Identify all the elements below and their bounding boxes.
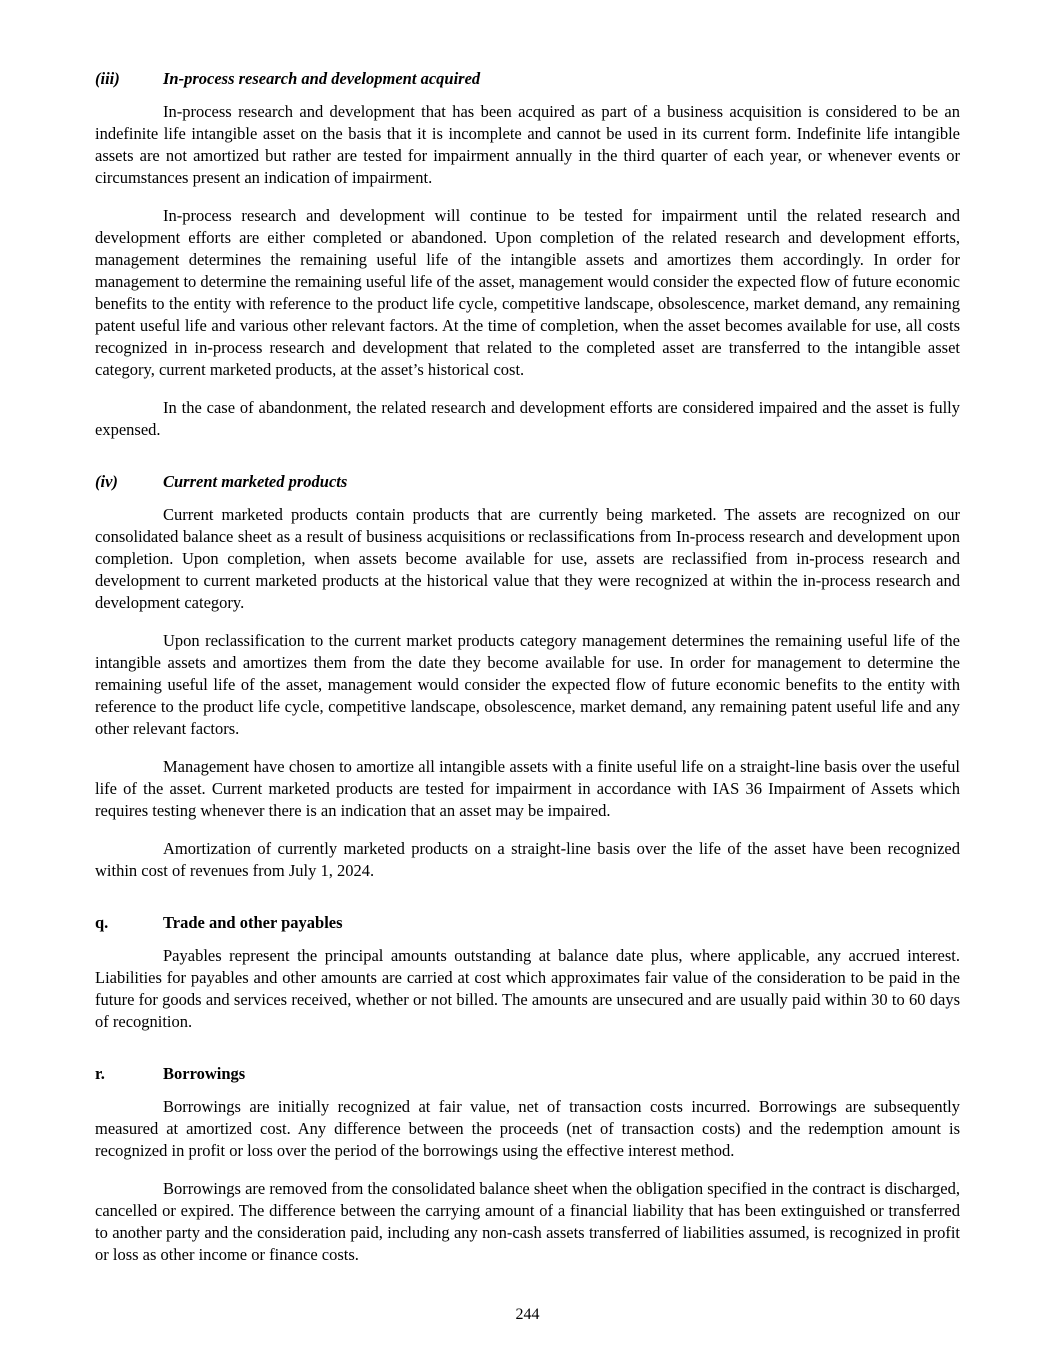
paragraph: In-process research and development will continue to be tested for impairment until the related research and development efforts are either completed or abandoned. Upon completion of the related research and development efforts, management determines the remaining useful life of the intangible assets and amortizes them accordingly. In order for management to determine the remaining useful life of the asset, management would consider the expected flow of future economic benefits to the entity with reference to the product life cycle, competitive landscape, obsolescence, market demand, any remaining patent useful life and various other relevant factors. At the time of completion, when the asset becomes available for use, all costs recognized in in-process research and development that related to the completed asset are transferred to the intangible asset category, current marketed products, at the asset’s historical cost. [95,206,960,379]
section-iii-in-process-rd-acquired [95,68,960,441]
paragraph: Management have chosen to amortize all intangible assets with a finite useful life on a straight-line basis over the useful life of the asset. Current marketed products are tested for impairment in accordance with IAS 36 Impairment of Assets which requires testing whenever there is an indication that an asset may be impaired. [95,757,960,820]
section-title: Borrowings [163,1064,246,1083]
section-heading [95,68,960,90]
section-heading [95,912,960,934]
paragraph: Current marketed products contain products that are currently being marketed. The assets are recognized on our consolidated balance sheet as a result of business acquisitions or reclassifications from In-process research and development upon completion. Upon completion, when assets become available for use, assets are reclassified from in-process research and development to current marketed products at the historical value that they were recognized at within the in-process research and development category. [95,505,960,612]
section-label: r. [95,1064,105,1083]
paragraph: Amortization of currently marketed products on a straight-line basis over the life of the asset have been recognized within cost of revenues from July 1, 2024. [95,839,960,880]
section-title: Current marketed products [163,472,348,491]
paragraph: In the case of abandonment, the related research and development efforts are considered impaired and the asset is fully expensed. [95,398,960,439]
section-q-trade-and-other-payables [95,912,960,1033]
paragraph: Borrowings are removed from the consolidated balance sheet when the obligation specified in the contract is discharged, cancelled or expired. The difference between the carrying amount of a financial liability that has been extinguished or transferred to another party and the consideration paid, including any non-cash assets transferred of liabilities assumed, is recognized in profit or loss as other income or finance costs. [95,1179,960,1264]
section-title: Trade and other payables [163,913,343,932]
section-title: In-process research and development acquired [163,69,481,88]
section-heading [95,1063,960,1085]
section-heading [95,471,960,493]
paragraph: In-process research and development that has been acquired as part of a business acquisition is considered to be an indefinite life intangible asset on the basis that it is incomplete and cannot be used in its current form. Indefinite life intangible assets are not amortized but rather are tested for impairment annually in the third quarter of each year, or whenever events or circumstances present an indication of impairment. [95,102,960,187]
paragraph: Payables represent the principal amounts outstanding at balance date plus, where applicable, any accrued interest. Liabilities for payables and other amounts are carried at cost which approximates fair value of the consideration to be paid in the future for goods and services received, whether or not billed. The amounts are unsecured and are usually paid within 30 to 60 days of recognition. [95,946,960,1031]
section-iv-current-marketed-products [95,471,960,882]
section-r-borrowings [95,1063,960,1266]
page-number: 244 [515,1306,540,1323]
paragraph: Borrowings are initially recognized at fair value, net of transaction costs incurred. Borrowings are subsequently measured at amortized cost. Any difference between the proceeds (net of transaction costs) and the redemption amount is recognized in profit or loss over the period of the borrowings using the effective interest method. [95,1097,960,1160]
section-label: (iv) [95,472,118,491]
section-label: q. [95,913,109,932]
paragraph: Upon reclassification to the current market products category management determines the remaining useful life of the intangible assets and amortizes them from the date they become available for use. In order for management to determine the remaining useful life of the asset, management would consider the expected flow of future economic benefits to the entity with reference to the product life cycle, competitive landscape, obsolescence, market demand, any remaining patent useful life and any other relevant factors. [95,631,960,738]
section-label: (iii) [95,69,120,88]
